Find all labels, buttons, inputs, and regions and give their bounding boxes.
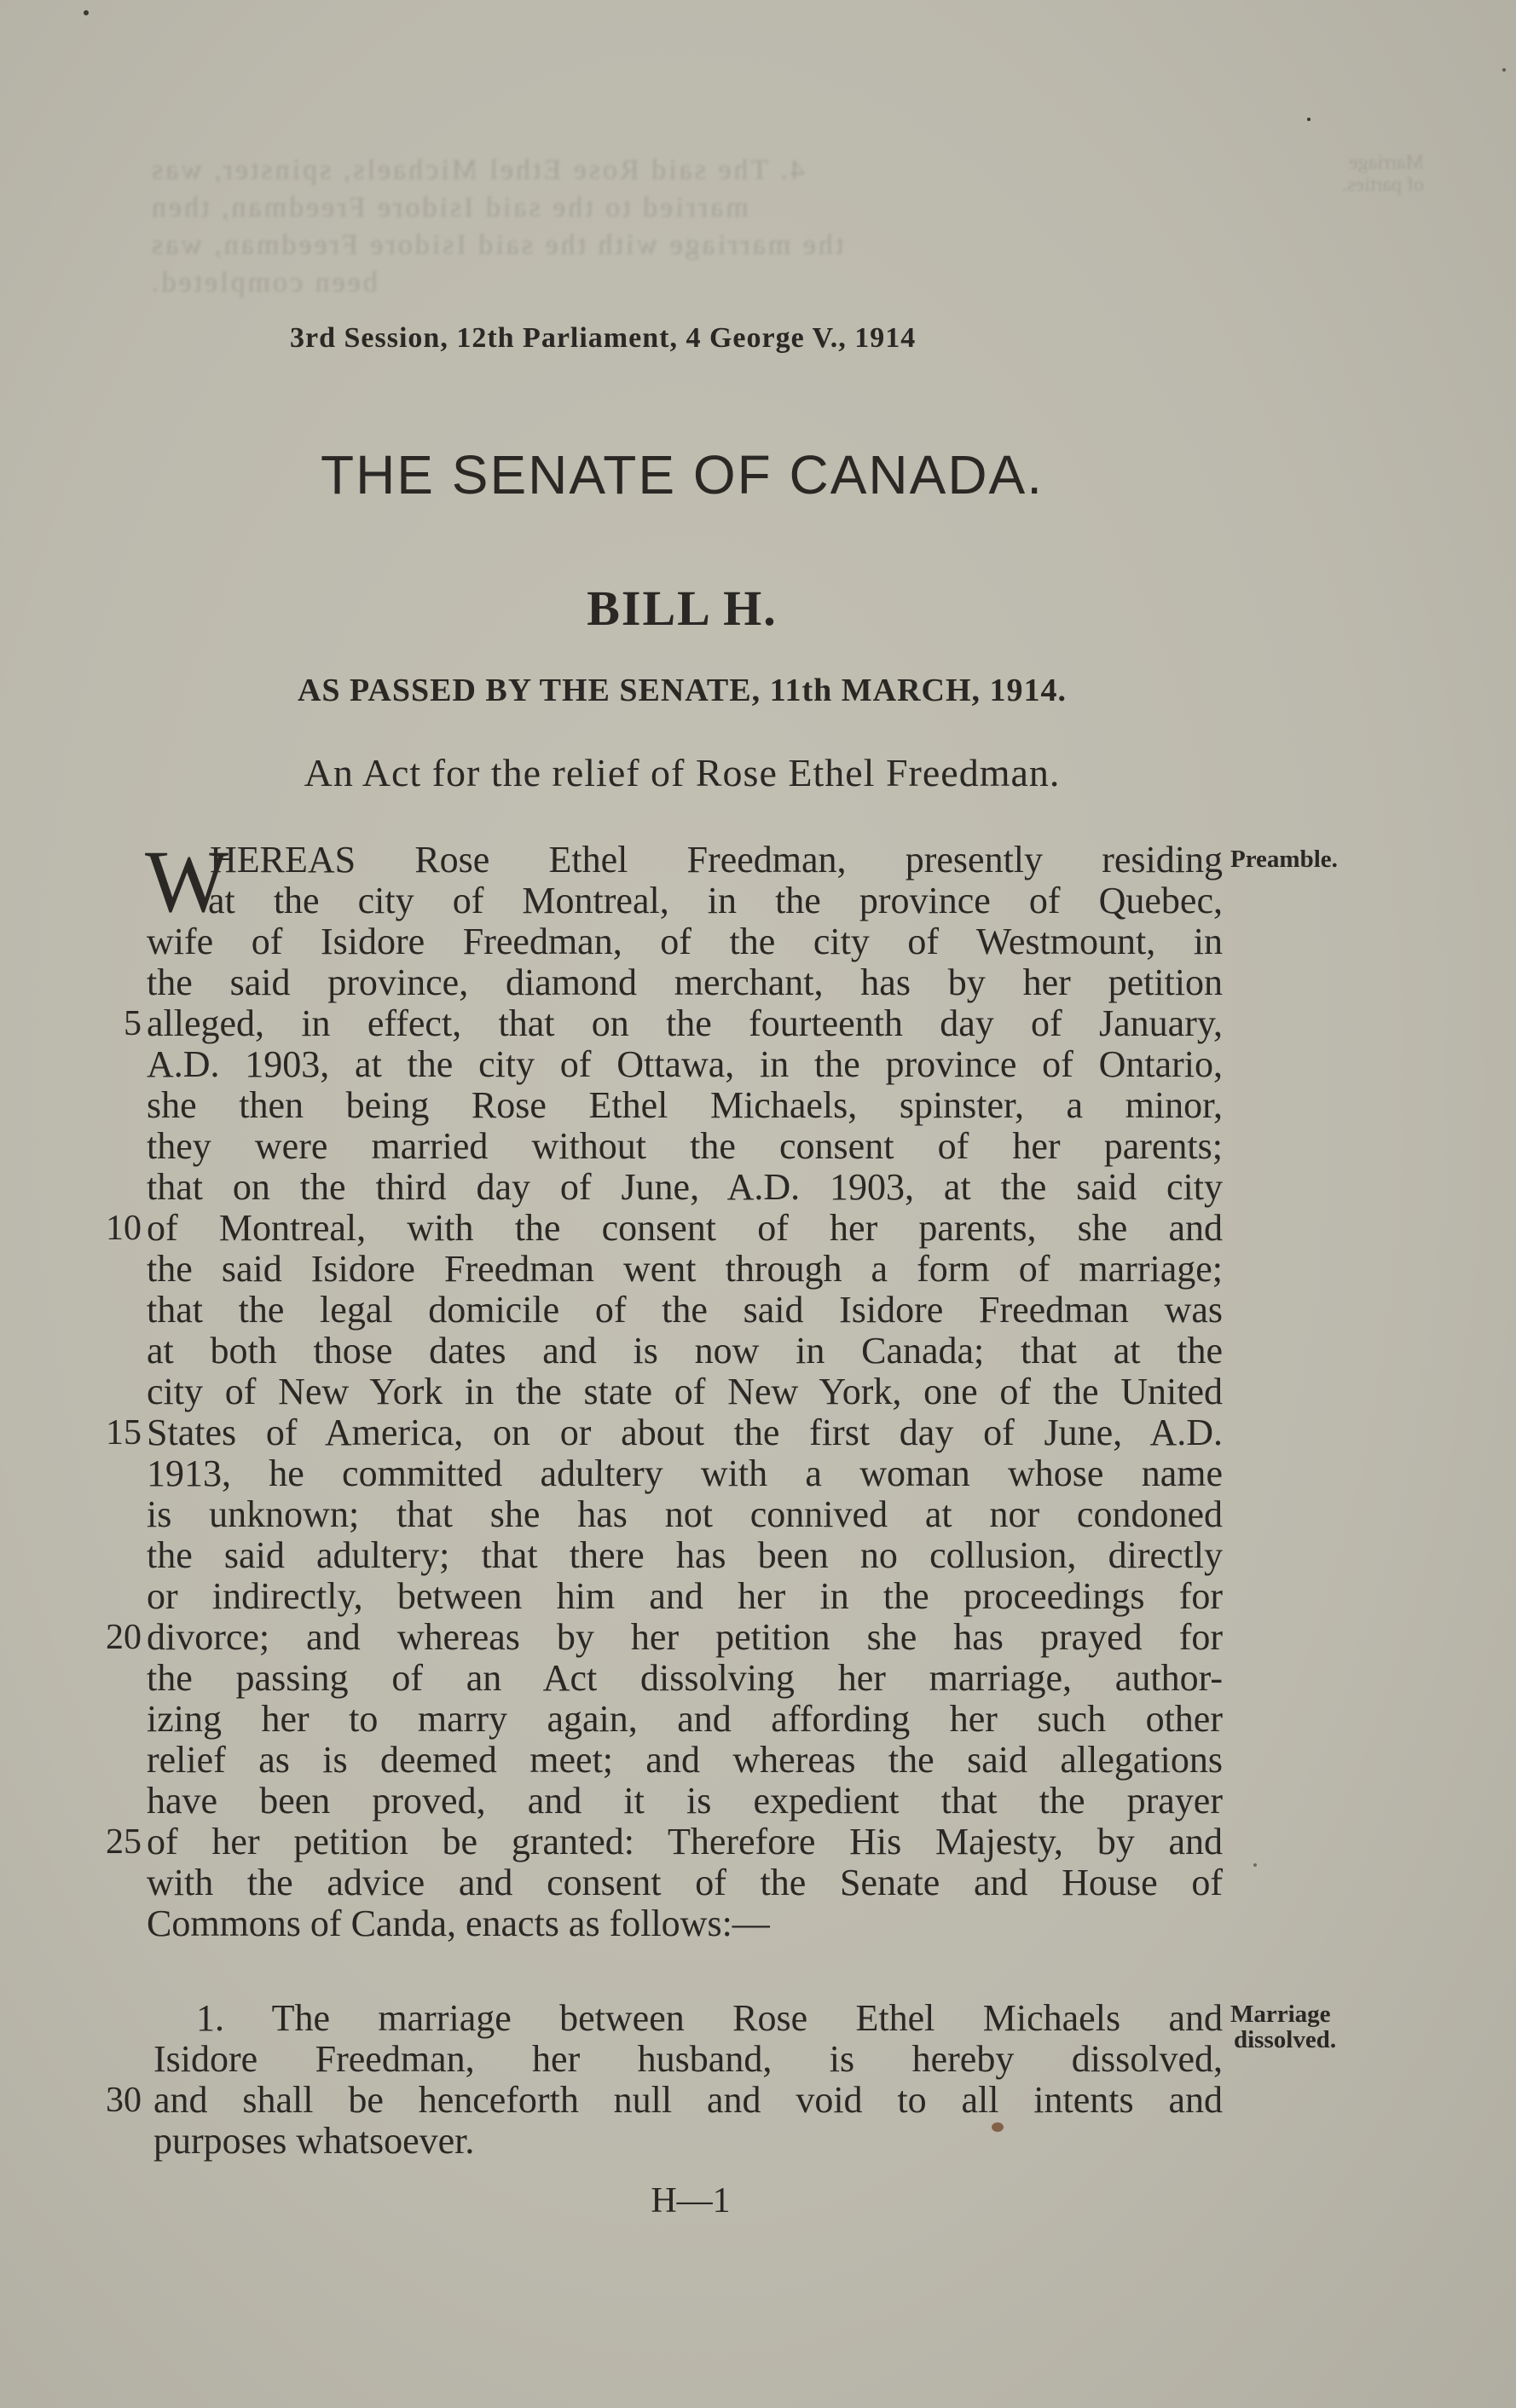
preamble-margin-note: Preamble. <box>1230 846 1338 873</box>
preamble-line: the said Isidore Freedman went through a form of marriage; <box>147 1248 1223 1290</box>
bleed-through-margin-note <box>1253 152 1424 203</box>
bleed-line: the marriage with the said Isidore Freedman, was <box>149 229 844 261</box>
bleed-line: Marriage <box>1349 152 1424 174</box>
preamble-line: they were married without the consent of her parents; <box>147 1125 1223 1167</box>
preamble-line: that the legal domicile of the said Isidore Freedman was <box>147 1289 1223 1331</box>
preamble-line: of Montreal, with the consent of her parents, she and <box>147 1207 1223 1249</box>
line-number: 25 <box>106 1822 142 1862</box>
passed-date: AS PASSED BY THE SENATE, 11th MARCH, 1914. <box>297 673 1068 708</box>
paper-speck <box>84 10 89 15</box>
preamble-line: she then being Rose Ethel Michaels, spinster, a minor, <box>147 1084 1223 1126</box>
preamble-line: with the advice and consent of the Senate and House of <box>147 1862 1223 1903</box>
bleed-line: been completed. <box>149 267 378 298</box>
preamble-line: city of New York in the state of New York, one of the United <box>147 1371 1223 1412</box>
preamble-line: at the city of Montreal, in the province of Quebec, <box>208 880 1223 921</box>
paper-speck <box>1253 1863 1257 1867</box>
preamble-line: the said province, diamond merchant, has by her petition <box>147 961 1223 1003</box>
preamble-line: of her petition be granted: Therefore His Majesty, by and <box>147 1821 1223 1862</box>
preamble-line: is unknown; that she has not connived at nor condoned <box>147 1493 1223 1535</box>
preamble-line: Commons of Canda, enacts as follows:— <box>147 1903 770 1944</box>
bill-title: BILL H. <box>587 580 778 636</box>
preamble-line: States of America, on or about the first day of June, A.D. <box>147 1412 1223 1453</box>
section1-line: and shall be henceforth null and void to all intents and <box>153 2079 1223 2121</box>
margin-note-line: Marriage <box>1230 2001 1331 2028</box>
preamble-line: HEREAS Rose Ethel Freedman, presently residing <box>210 839 1223 881</box>
bleed-through-text <box>149 152 1232 309</box>
line-number: 15 <box>106 1413 142 1452</box>
line-number: 20 <box>106 1618 142 1657</box>
bleed-line: 4. The said Rose Ethel Michaels, spinster, was <box>149 154 805 186</box>
house-heading: THE SENATE OF CANADA. <box>320 444 1044 505</box>
paper-speck <box>992 2122 1004 2132</box>
preamble-line: alleged, in effect, that on the fourteenth day of January, <box>147 1002 1223 1044</box>
preamble-line: A.D. 1903, at the city of Ottawa, in the province of Ontario, <box>147 1043 1223 1085</box>
paper-speck <box>1502 68 1506 72</box>
section1-line: 1. The marriage between Rose Ethel Michaels and <box>196 1997 1223 2039</box>
preamble-line: have been proved, and it is expedient that the prayer <box>147 1780 1223 1822</box>
preamble-line: divorce; and whereas by her petition she has prayed for <box>147 1616 1223 1658</box>
section1-margin-note <box>1230 2001 1336 2053</box>
preamble-line: the said adultery; that there has been no collusion, directly <box>147 1534 1223 1576</box>
paper-speck <box>1307 118 1311 121</box>
preamble-line: wife of Isidore Freedman, of the city of Westmount, in <box>147 921 1223 962</box>
preamble-line: that on the third day of June, A.D. 1903, at the said city <box>147 1166 1223 1208</box>
preamble-line: izing her to marry again, and affording her such other <box>147 1698 1223 1740</box>
line-number: 5 <box>124 1004 142 1043</box>
bleed-line: of parties. <box>1342 174 1424 196</box>
preamble-line: 1913, he committed adultery with a woman whose name <box>147 1452 1223 1494</box>
preamble-line: at both those dates and is now in Canada; that at the <box>147 1330 1223 1371</box>
section1-line: Isidore Freedman, her husband, is hereby dissolved, <box>153 2038 1223 2080</box>
act-title: An Act for the relief of Rose Ethel Freedman. <box>304 751 1061 794</box>
preamble-line: relief as is deemed meet; and whereas the said allegations <box>147 1739 1223 1781</box>
page-footer: H—1 <box>651 2181 731 2220</box>
line-number: 10 <box>106 1209 142 1248</box>
line-number: 30 <box>106 2081 142 2120</box>
preamble-line: the passing of an Act dissolving her marriage, author- <box>147 1657 1223 1699</box>
preamble-dropcap: W <box>145 833 229 931</box>
preamble-line: or indirectly, between him and her in the proceedings for <box>147 1575 1223 1617</box>
session-line: 3rd Session, 12th Parliament, 4 George V., 1914 <box>290 322 917 354</box>
margin-note-line: dissolved. <box>1234 2026 1337 2053</box>
bleed-line: married to the said Isidore Freedman, then <box>149 192 749 223</box>
section1-line: purposes whatsoever. <box>153 2120 475 2162</box>
